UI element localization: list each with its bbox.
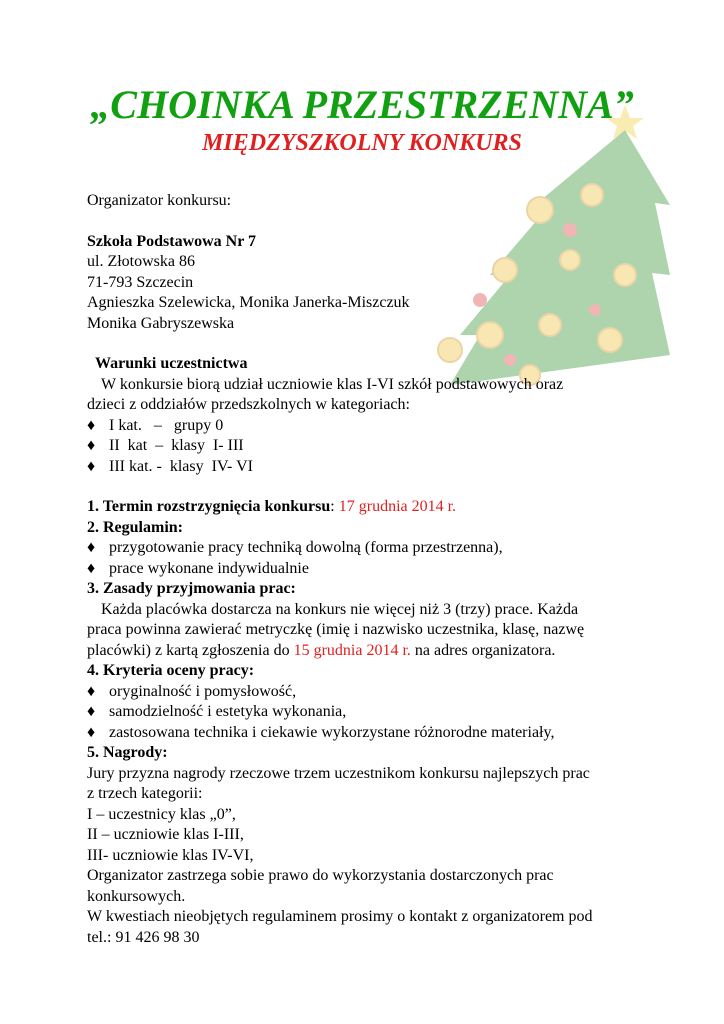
section-nagrody: 5. Nagrody: (87, 744, 168, 761)
diamond-bullet-icon: ♦ (87, 539, 96, 556)
list-item: ♦ oryginalność i pomysłowość, (87, 682, 637, 703)
organizer-label: Organizator konkursu: (87, 192, 232, 209)
organizer-street: ul. Złotowska 86 (87, 253, 195, 270)
section-termin: 1. Termin rozstrzygnięcia konkursu: 17 grudnia 2014 r. (87, 498, 457, 515)
document-body (87, 191, 637, 948)
diamond-bullet-icon: ♦ (87, 416, 96, 434)
diamond-bullet-icon: ♦ (87, 703, 96, 720)
list-item: ♦ III kat. - klasy IV- VI (87, 457, 637, 478)
section-kryteria: 4. Kryteria oceny pracy: (87, 662, 255, 679)
list-item: ♦ I kat. – grupy 0 (87, 416, 637, 437)
section-zasady: 3. Zasady przyjmowania prac: (87, 580, 296, 597)
conditions-text-2: dzieci z oddziałów przedszkolnych w kategoriach: (87, 396, 410, 413)
zasady-text-2: praca powinna zawierać metryczkę (imię i nazwisko uczestnika, klasę, nazwę (87, 621, 585, 638)
diamond-bullet-icon: ♦ (87, 559, 96, 577)
diamond-bullet-icon: ♦ (87, 682, 96, 700)
submission-date: 15 grudnia 2014 r. (293, 641, 411, 659)
diamond-bullet-icon: ♦ (87, 723, 96, 741)
organizer-city: 71-793 Szczecin (87, 273, 194, 291)
nagrody-line: I – uczestnicy klas „0”, (87, 805, 236, 823)
nagrody-line: W kwestiach nieobjętych regulaminem prosimy o kontakt z organizatorem pod (87, 908, 593, 925)
list-item: ♦ II kat – klasy I- III (87, 436, 637, 457)
zasady-text: Każda placówka dostarcza na konkurs nie więcej niż 3 (trzy) prace. Każda (101, 600, 579, 618)
list-item: ♦ zastosowana technika i ciekawie wykorzystane różnorodne materiały, (87, 723, 637, 744)
nagrody-line: III- uczniowie klas IV-VI, (87, 846, 254, 864)
nagrody-line: Organizator zastrzega sobie prawo do wykorzystania dostarczonych prac (87, 867, 554, 884)
list-item: ♦ przygotowanie pracy techniką dowolną (forma przestrzenna), (87, 538, 637, 559)
section-regulamin: 2. Regulamin: (87, 518, 183, 536)
organizer-persons-2: Monika Gabryszewska (87, 314, 235, 332)
nagrody-line: z trzech kategorii: (87, 785, 203, 802)
page-subtitle: MIĘDZYSZKOLNY KONKURS (202, 130, 522, 156)
deadline-date: 17 grudnia 2014 r. (338, 498, 457, 515)
contact-phone: tel.: 91 426 98 30 (87, 928, 200, 946)
zasady-text-3: placówki) z kartą zgłoszenia do 15 grudnia 2014 r. na adres organizatora. (87, 641, 556, 659)
conditions-heading: Warunki uczestnictwa (95, 355, 248, 372)
organizer-persons: Agnieszka Szelewicka, Monika Janerka-Miszczuk (87, 294, 410, 311)
organizer-school: Szkoła Podstawowa Nr 7 (87, 232, 257, 250)
nagrody-line: konkursowych. (87, 887, 186, 905)
list-item: ♦ samodzielność i estetyka wykonania, (87, 702, 637, 723)
page-title: „CHOINKA PRZESTRZENNA” (90, 82, 634, 127)
diamond-bullet-icon: ♦ (87, 457, 96, 475)
conditions-text: W konkursie biorą udział uczniowie klas I-VI szkół podstawowych oraz (101, 375, 564, 393)
nagrody-line: II – uczniowie klas I-III, (87, 826, 244, 843)
list-item: ♦ prace wykonane indywidualnie (87, 559, 637, 580)
nagrody-line: Jury przyzna nagrody rzeczowe trzem uczestnikom konkursu najlepszych prac (87, 764, 590, 782)
diamond-bullet-icon: ♦ (87, 437, 96, 454)
